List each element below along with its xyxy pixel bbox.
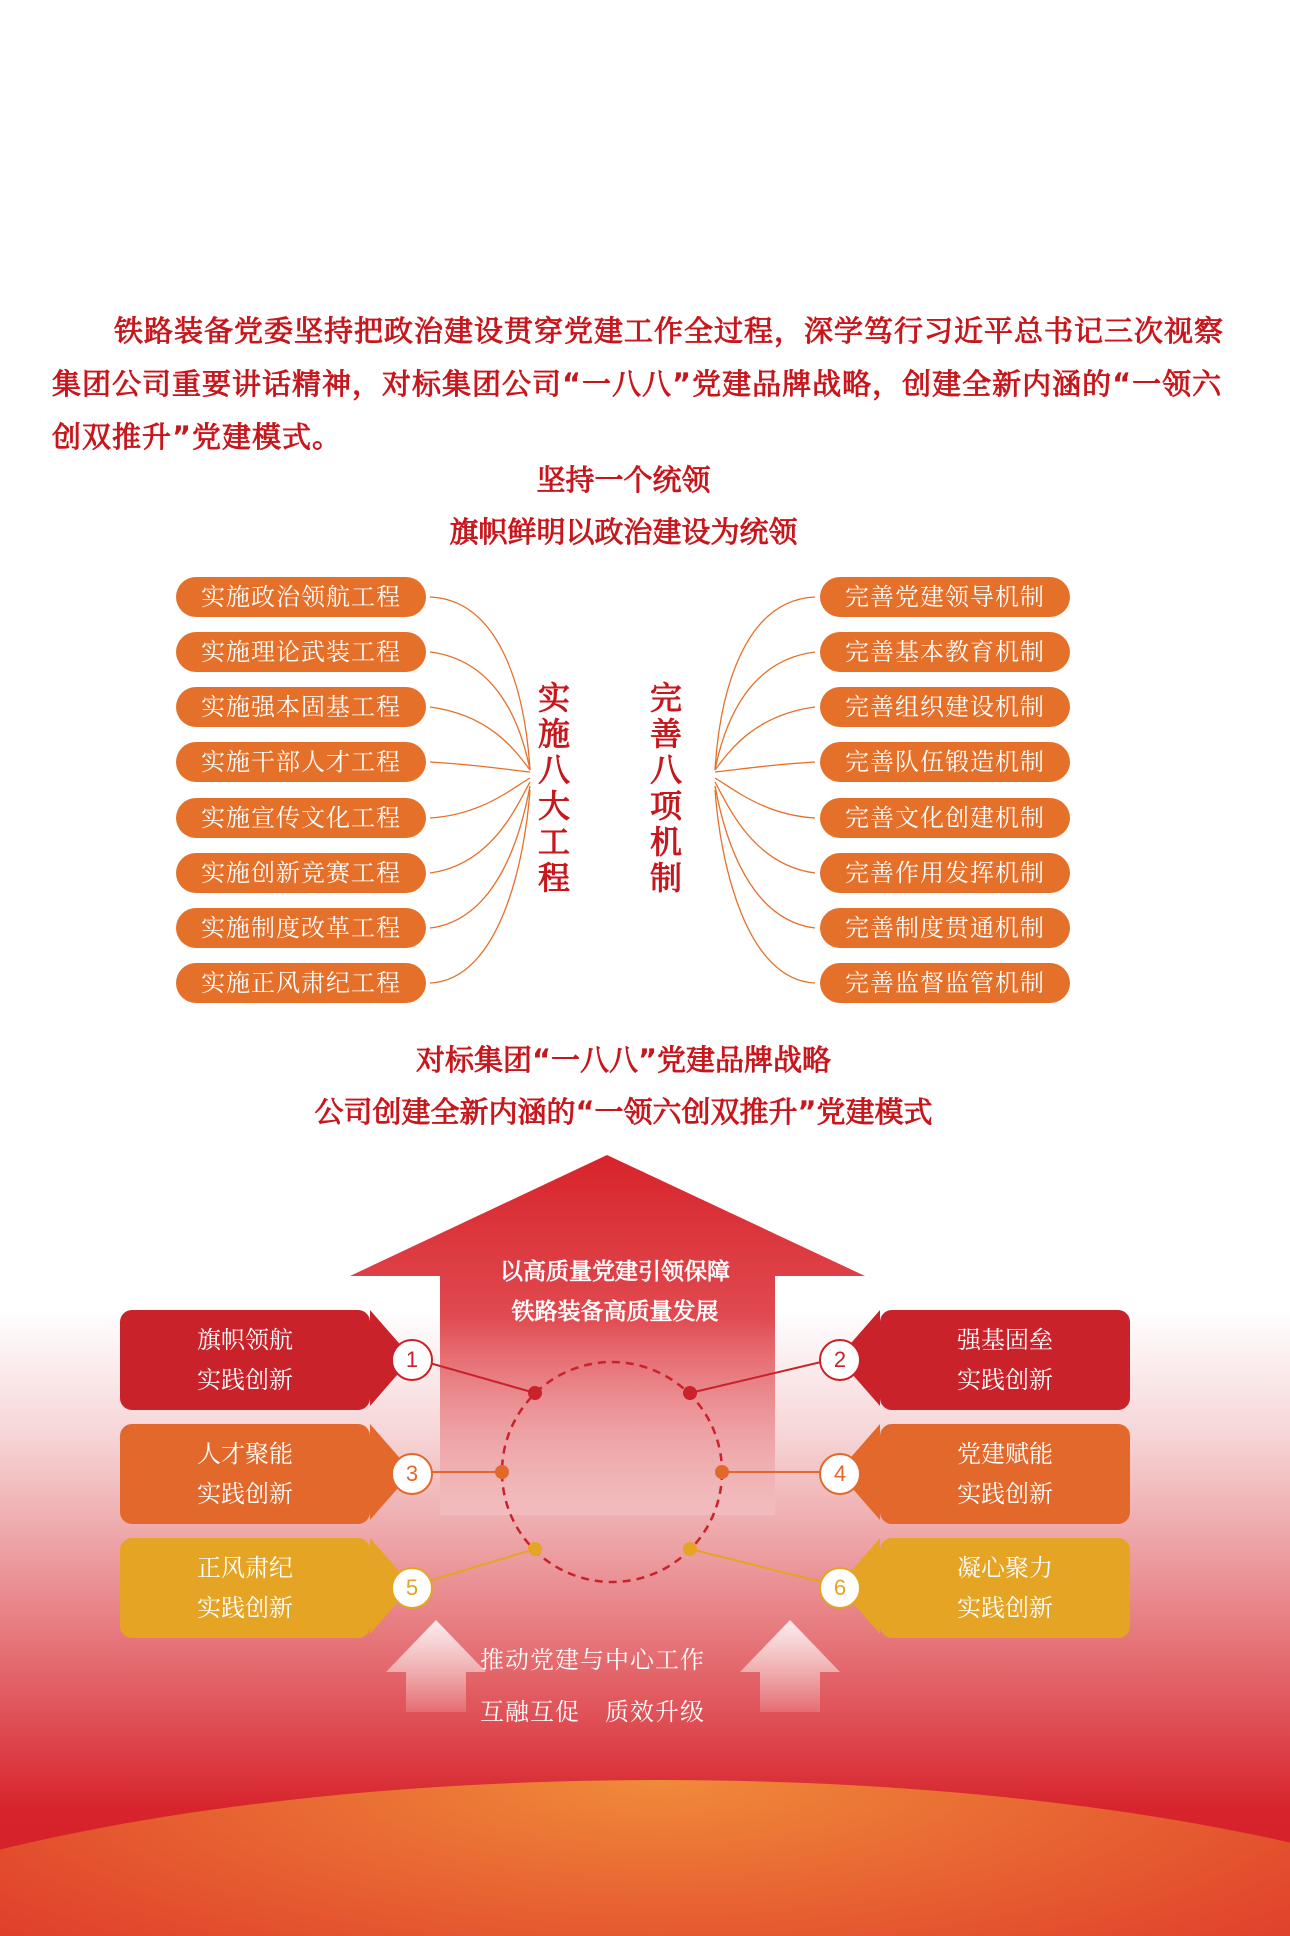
card-3 xyxy=(120,1424,370,1524)
card-1-line2: 实践创新 xyxy=(197,1366,293,1394)
right-item-8: 完善监督监管机制 xyxy=(820,963,1070,1003)
card-2-line2: 实践创新 xyxy=(957,1366,1053,1394)
card-5 xyxy=(120,1538,370,1638)
card-5-line2: 实践创新 xyxy=(197,1594,293,1622)
strategy-title: 对标集团“一八八”党建品牌战略 xyxy=(415,1043,832,1077)
card-6-number: 6 xyxy=(819,1567,861,1609)
strategy-subtitle: 公司创建全新内涵的“一领六创双推升”党建模式 xyxy=(314,1095,933,1129)
left-item-1: 实施政治领航工程 xyxy=(176,577,426,617)
arrow-text-line2: 铁路装备高质量发展 xyxy=(511,1299,719,1325)
card-4-number: 4 xyxy=(819,1453,861,1495)
right-group-title: 完善八项机制 xyxy=(649,679,682,897)
right-item-4: 完善队伍锻造机制 xyxy=(820,742,1070,782)
card-3-line2: 实践创新 xyxy=(197,1480,293,1508)
card-2-number: 2 xyxy=(819,1339,861,1381)
right-item-3: 完善组织建设机制 xyxy=(820,687,1070,727)
card-3-line1: 人才聚能 xyxy=(197,1440,293,1468)
card-6-line1: 凝心聚力 xyxy=(957,1554,1053,1582)
left-item-8: 实施正风肃纪工程 xyxy=(176,963,426,1003)
arrow-text-line1: 以高质量党建引领保障 xyxy=(500,1259,730,1285)
card-1 xyxy=(120,1310,370,1410)
card-4 xyxy=(880,1424,1130,1524)
card-1-line1: 旗帜领航 xyxy=(197,1326,293,1354)
card-1-number: 1 xyxy=(391,1339,433,1381)
right-fan-lines xyxy=(715,597,815,983)
card-3-number: 3 xyxy=(391,1453,433,1495)
right-item-1: 完善党建领导机制 xyxy=(820,577,1070,617)
lead-title: 坚持一个统领 xyxy=(536,463,711,497)
right-item-6: 完善作用发挥机制 xyxy=(820,853,1070,893)
right-item-2: 完善基本教育机制 xyxy=(820,632,1070,672)
card-2 xyxy=(880,1310,1130,1410)
right-item-5: 完善文化创建机制 xyxy=(820,798,1070,838)
card-5-number: 5 xyxy=(391,1567,433,1609)
card-6 xyxy=(880,1538,1130,1638)
left-fan-lines xyxy=(430,597,530,983)
card-6-line2: 实践创新 xyxy=(957,1594,1053,1622)
card-4-line1: 党建赋能 xyxy=(957,1440,1053,1468)
left-item-2: 实施理论武装工程 xyxy=(176,632,426,672)
bottom-arc xyxy=(0,1780,1290,1936)
card-4-line2: 实践创新 xyxy=(957,1480,1053,1508)
intro-paragraph: 铁路装备党委坚持把政治建设贯穿党建工作全过程，深学笃行习近平总书记三次视察集团公司重要讲话精神，对标集团公司“一八八”党建品牌战略，创建全新内涵的“一领六创双推升”党建模式。 xyxy=(52,314,1225,454)
left-item-3: 实施强本固基工程 xyxy=(176,687,426,727)
left-item-5: 实施宣传文化工程 xyxy=(176,798,426,838)
left-item-4: 实施干部人才工程 xyxy=(176,742,426,782)
small-up-arrow-left xyxy=(386,1620,486,1712)
left-item-7: 实施制度改革工程 xyxy=(176,908,426,948)
bottom-line1: 推动党建与中心工作 xyxy=(480,1646,705,1674)
bottom-line2: 互融互促 质效升级 xyxy=(480,1698,705,1726)
left-item-6: 实施创新竞赛工程 xyxy=(176,853,426,893)
lead-subtitle: 旗帜鲜明以政治建设为统领 xyxy=(449,515,798,549)
right-item-7: 完善制度贯通机制 xyxy=(820,908,1070,948)
card-2-line1: 强基固垒 xyxy=(957,1326,1053,1354)
left-group-title: 实施八大工程 xyxy=(537,679,570,897)
card-5-line1: 正风肃纪 xyxy=(197,1554,293,1582)
